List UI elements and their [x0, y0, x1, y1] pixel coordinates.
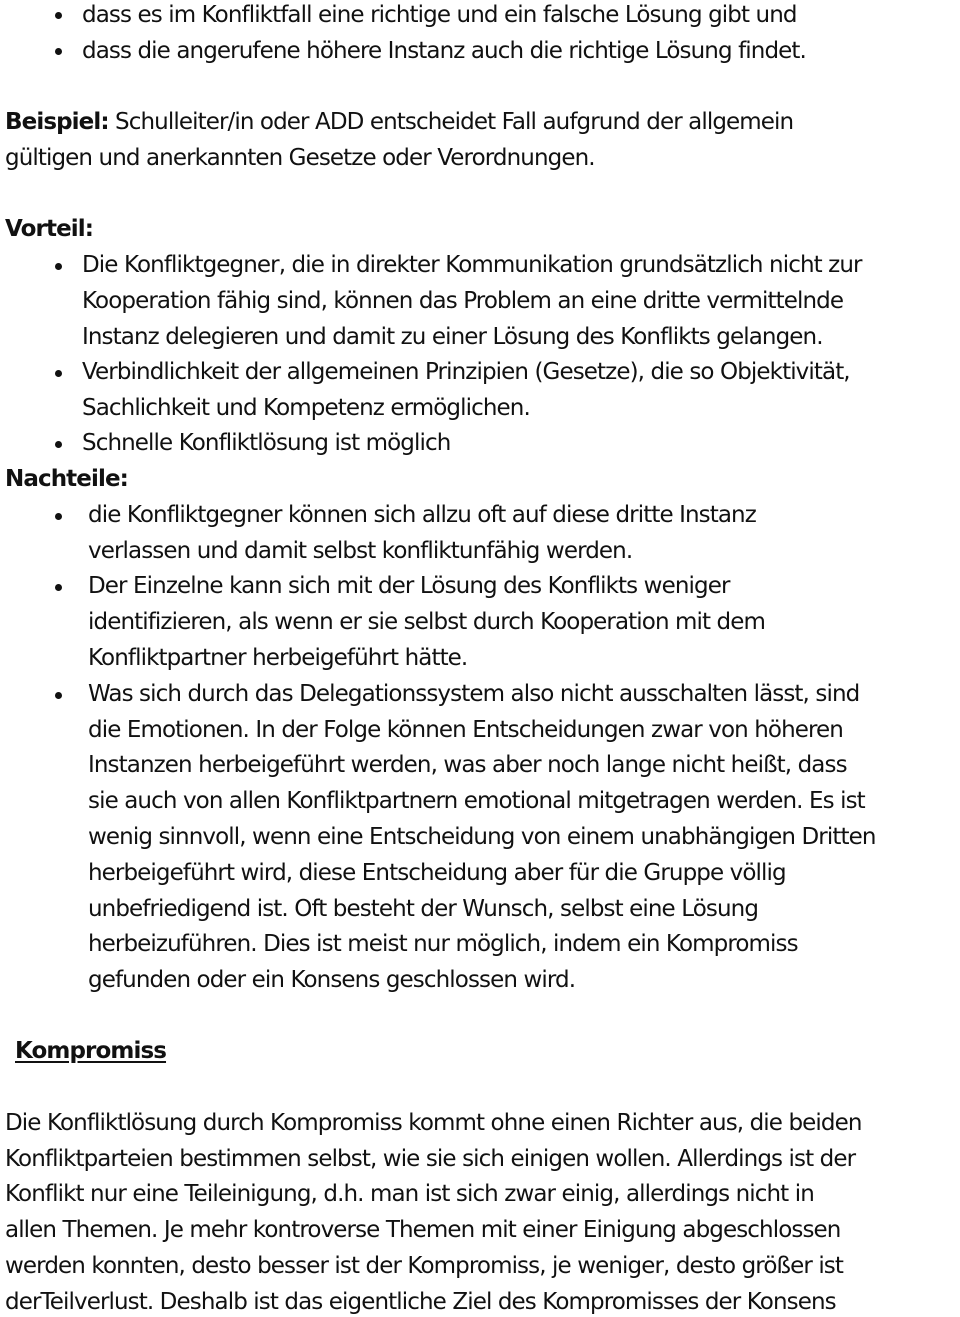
nachteile-heading: Nachteile: — [5, 466, 128, 492]
nachteile-item-line: herbeigeführt wird, diese Entscheidung aber für die Gruppe völlig — [88, 860, 786, 886]
vorteil-item-line: Die Konfliktgegner, die in direkter Kommunikation grundsätzlich nicht zur — [82, 252, 862, 278]
nachteile-item-line: Der Einzelne kann sich mit der Lösung des Konflikts weniger — [88, 573, 730, 599]
kompromiss-paragraph-line: Die Konfliktlösung durch Kompromiss kommt ohne einen Richter aus, die beiden — [5, 1110, 862, 1136]
vorteil-item-line: Schnelle Konfliktlösung ist möglich — [82, 430, 451, 456]
nachteile-item-line: sie auch von allen Konfliktpartnern emotional mitgetragen werden. Es ist — [88, 788, 865, 814]
bullet-icon — [55, 370, 62, 377]
top-list-item: dass es im Konfliktfall eine richtige und ein falsche Lösung gibt und — [82, 2, 797, 28]
nachteile-item-line: wenig sinnvoll, wenn eine Entscheidung von einem unabhängigen Dritten — [88, 824, 876, 850]
kompromiss-paragraph-line: allen Themen. Je mehr kontroverse Themen mit einer Einigung abgeschlossen — [5, 1217, 841, 1243]
kompromiss-paragraph-line: derTeilverlust. Deshalb ist das eigentliche Ziel des Kompromisses der Konsens — [5, 1289, 836, 1315]
vorteil-heading: Vorteil: — [5, 216, 94, 242]
kompromiss-paragraph-line: Konflikt nur eine Teileinigung, d.h. man ist sich zwar einig, allerdings nicht in — [5, 1181, 814, 1207]
nachteile-item-line: unbefriedigend ist. Oft besteht der Wunsch, selbst eine Lösung — [88, 896, 759, 922]
bullet-icon — [55, 513, 62, 520]
vorteil-item-line: Kooperation fähig sind, können das Problem an eine dritte vermittelnde — [82, 288, 844, 314]
bullet-icon — [55, 441, 62, 448]
top-list-item: dass die angerufene höhere Instanz auch die richtige Lösung findet. — [82, 38, 806, 64]
vorteil-item-line: Instanz delegieren und damit zu einer Lösung des Konflikts gelangen. — [82, 324, 823, 350]
nachteile-item-line: Konfliktpartner herbeigeführt hätte. — [88, 645, 468, 671]
nachteile-item-line: gefunden oder ein Konsens geschlossen wird. — [88, 967, 576, 993]
example-text: Schulleiter/in oder ADD entscheidet Fall aufgrund der allgemein — [108, 109, 794, 135]
kompromiss-heading: Kompromiss — [15, 1038, 167, 1064]
vorteil-item-line: Verbindlichkeit der allgemeinen Prinzipien (Gesetze), die so Objektivität, — [82, 359, 850, 385]
bullet-icon — [55, 584, 62, 591]
nachteile-item-line: die Konfliktgegner können sich allzu oft auf diese dritte Instanz — [88, 502, 756, 528]
example-label: Beispiel: — [5, 109, 109, 135]
bullet-icon — [55, 692, 62, 699]
nachteile-item-line: herbeizuführen. Dies ist meist nur möglich, indem ein Kompromiss — [88, 931, 798, 957]
kompromiss-paragraph-line: Konfliktparteien bestimmen selbst, wie sie sich einigen wollen. Allerdings ist der — [5, 1146, 856, 1172]
nachteile-item-line: Instanzen herbeigeführt werden, was aber noch lange nicht heißt, dass — [88, 752, 847, 778]
bullet-icon — [55, 12, 62, 19]
bullet-icon — [55, 263, 62, 270]
vorteil-item-line: Sachlichkeit und Kompetenz ermöglichen. — [82, 395, 530, 421]
nachteile-item-line: identifizieren, als wenn er sie selbst durch Kooperation mit dem — [88, 609, 766, 635]
example-paragraph-line: gültigen und anerkannten Gesetze oder Verordnungen. — [5, 145, 595, 171]
nachteile-item-line: verlassen und damit selbst konfliktunfähig werden. — [88, 538, 633, 564]
example-paragraph-line — [5, 107, 793, 137]
kompromiss-paragraph-line: werden konnten, desto besser ist der Kompromiss, je weniger, desto größer ist — [5, 1253, 844, 1279]
nachteile-item-line: die Emotionen. In der Folge können Entscheidungen zwar von höheren — [88, 717, 843, 743]
bullet-icon — [55, 48, 62, 55]
nachteile-item-line: Was sich durch das Delegationssystem also nicht ausschalten lässt, sind — [88, 681, 860, 707]
